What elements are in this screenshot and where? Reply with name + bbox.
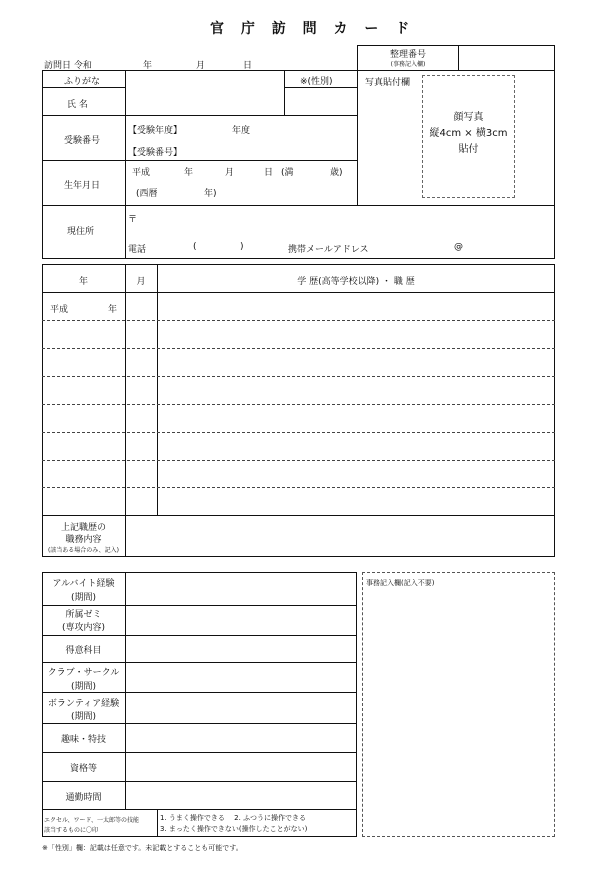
history-row[interactable] bbox=[44, 294, 553, 319]
birthdate-label: 生年月日 bbox=[64, 181, 101, 191]
exam-number-label: 受験番号 bbox=[64, 136, 101, 146]
exam-year-label: 【受験年度】 bbox=[128, 126, 183, 136]
history-row[interactable] bbox=[44, 378, 553, 403]
volunteer-label-1: ボランティア経験 bbox=[47, 699, 120, 709]
tel-field[interactable] bbox=[150, 240, 275, 254]
ref-number-note: (事務記入欄) bbox=[390, 61, 426, 68]
hobby-field[interactable] bbox=[127, 725, 355, 751]
history-row[interactable] bbox=[44, 434, 553, 459]
skills-option-1[interactable]: 1. うまく操作できる 2. ふつうに操作できる bbox=[160, 814, 307, 822]
age-open: (満 bbox=[281, 168, 294, 178]
part-time-label-2: (期間) bbox=[70, 593, 97, 603]
sex-field[interactable] bbox=[286, 89, 355, 113]
visit-year-unit: 年 bbox=[143, 61, 153, 71]
birthdate-field[interactable] bbox=[127, 162, 355, 202]
office-use-area bbox=[362, 572, 555, 837]
birth-day-unit: 日 bbox=[264, 168, 274, 178]
furigana-label: ふりがな bbox=[64, 77, 101, 87]
exam-number-field[interactable] bbox=[184, 142, 354, 156]
history-row[interactable] bbox=[44, 350, 553, 375]
sex-label: ※(性別) bbox=[300, 77, 333, 87]
birth-era: 平成 bbox=[132, 168, 151, 178]
history-row[interactable] bbox=[44, 322, 553, 347]
birth-month-unit: 月 bbox=[225, 168, 235, 178]
qualification-field[interactable] bbox=[127, 754, 355, 780]
duties-label-2: 職務内容 bbox=[65, 535, 102, 545]
photo-text-1: 顔写真 bbox=[453, 112, 484, 123]
tel-paren-close: ) bbox=[240, 242, 244, 252]
name-field[interactable] bbox=[127, 89, 282, 113]
favorite-subject-label: 得意科目 bbox=[65, 646, 102, 656]
office-use-label: 事務記入欄(記入不要) bbox=[366, 579, 435, 587]
skills-option-2[interactable]: 3. まったく操作できない(操作したことがない) bbox=[160, 825, 308, 833]
favorite-subject-field[interactable] bbox=[127, 637, 355, 661]
seminar-label-1: 所属ゼミ bbox=[65, 610, 102, 620]
commute-label: 通勤時間 bbox=[65, 793, 102, 803]
history-row[interactable] bbox=[44, 462, 553, 486]
part-time-field[interactable] bbox=[127, 574, 355, 604]
seminar-label-2: (専攻内容) bbox=[61, 623, 106, 633]
history-row[interactable] bbox=[44, 489, 553, 514]
commute-field[interactable] bbox=[127, 783, 355, 808]
qualification-label: 資格等 bbox=[69, 764, 97, 774]
tel-paren-open: ( bbox=[193, 242, 197, 252]
tel-label: 電話 bbox=[128, 245, 147, 255]
history-row[interactable] bbox=[44, 406, 553, 431]
birth-year-unit: 年 bbox=[184, 168, 194, 178]
exam-number-sub-label: 【受験番号】 bbox=[128, 148, 183, 158]
name-label: 氏 名 bbox=[67, 100, 88, 110]
skills-label-1: エクセル、ワード、一太郎等の技能 bbox=[44, 817, 139, 824]
history-col-year: 年 bbox=[78, 277, 88, 287]
club-label-2: (期間) bbox=[70, 682, 97, 692]
mail-at: @ bbox=[454, 242, 463, 252]
photo-area-label: 写真貼付欄 bbox=[365, 78, 411, 88]
address-label: 現住所 bbox=[67, 227, 95, 237]
ref-number-field[interactable] bbox=[460, 47, 553, 69]
ref-number-label: 整理番号 bbox=[389, 50, 426, 60]
hobby-label: 趣味・特技 bbox=[60, 735, 106, 745]
photo-text-2: 縦4cm × 横3cm bbox=[429, 128, 508, 139]
furigana-field[interactable] bbox=[127, 72, 282, 86]
duties-note: (該当ある場合のみ、記入) bbox=[47, 547, 120, 554]
seireki-label: (西暦 bbox=[136, 189, 158, 199]
footnote: ※「性別」欄：記載は任意です。未記載とすることも可能です。 bbox=[42, 844, 243, 852]
mail-label: 携帯メールアドレス bbox=[288, 245, 369, 255]
visit-day-unit: 日 bbox=[243, 61, 253, 71]
photo-text-3: 貼付 bbox=[458, 144, 479, 155]
seminar-field[interactable] bbox=[127, 607, 355, 634]
visit-date-label: 訪問日 令和 bbox=[44, 61, 92, 71]
history-first-year-unit: 年 bbox=[108, 305, 118, 315]
volunteer-label-2: (期間) bbox=[70, 712, 97, 722]
history-first-era: 平成 bbox=[50, 305, 69, 315]
exam-year-field[interactable] bbox=[184, 120, 230, 134]
duties-label-1: 上記職歴の bbox=[60, 523, 106, 533]
history-col-content: 学 歴(高等学校以降) ・ 職 歴 bbox=[297, 277, 415, 287]
mail-field[interactable] bbox=[380, 240, 552, 254]
age-close: 歳) bbox=[330, 168, 343, 178]
exam-year-unit: 年度 bbox=[232, 126, 251, 136]
address-field[interactable] bbox=[140, 208, 552, 236]
seireki-close: 年) bbox=[204, 189, 217, 199]
club-field[interactable] bbox=[127, 664, 355, 691]
club-label-1: クラブ・サークル bbox=[47, 668, 120, 678]
history-col-month: 月 bbox=[136, 277, 146, 287]
volunteer-field[interactable] bbox=[127, 694, 355, 722]
card-title: 官 庁 訪 問 カ ー ド bbox=[210, 21, 416, 37]
duties-field[interactable] bbox=[127, 517, 553, 555]
visit-month-unit: 月 bbox=[196, 61, 206, 71]
part-time-label-1: アルバイト経験 bbox=[52, 579, 115, 589]
postal-mark: 〒 bbox=[128, 215, 138, 225]
skills-label-2: 該当するものに〇印 bbox=[44, 827, 99, 834]
